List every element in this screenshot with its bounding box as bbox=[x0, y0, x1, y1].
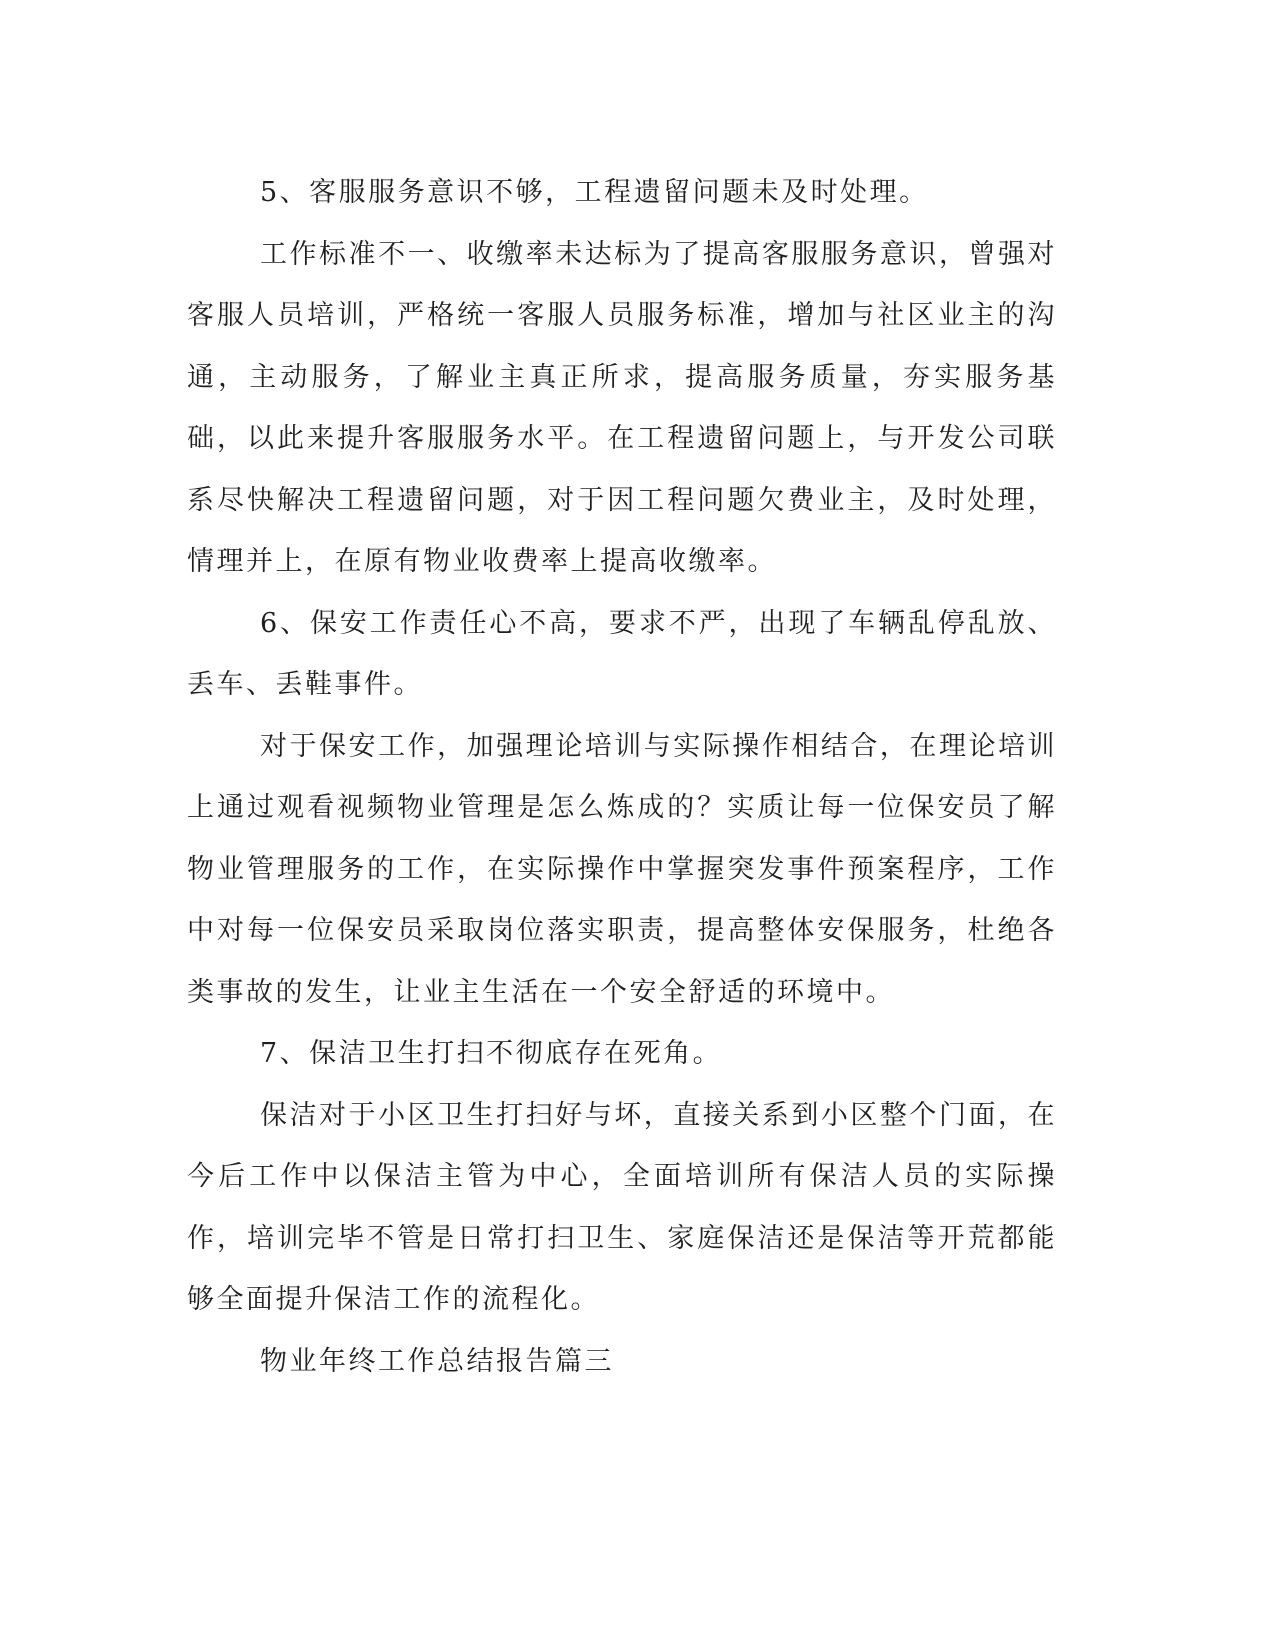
paragraph-cleaning-work: 保洁对于小区卫生打扫好与坏，直接关系到小区整个门面，在今后工作中以保洁主管为中心，全面培训所有保洁人员的实际操作，培训完毕不管是日常打扫卫生、家庭保洁还是保洁等开荒都能够全面提升保洁工作的流程化。 bbox=[187, 1099, 1057, 1315]
section-title-part-three: 物业年终工作总结报告篇三 bbox=[260, 1345, 614, 1377]
paragraph-customer-service: 工作标准不一、收缴率未达标为了提高客服服务意识，曾强对客服人员培训，严格统一客服人员服务标准，增加与社区业主的沟通，主动服务，了解业主真正所求，提高服务质量，夯实服务基础，以此来提升客服服务水平。在工程遗留问题上，与开发公司联系尽快解决工程遗留问题，对于因工程问题欠费业主，及时处理，情理并上，在原有物业收费率上提高收缴率。 bbox=[187, 238, 1057, 577]
paragraph-item-6-heading: 6、保安工作责任心不高，要求不严，出现了车辆乱停乱放、丢车、丢鞋事件。 bbox=[187, 607, 1057, 700]
paragraph-item-5-heading: 5、客服服务意识不够，工程遗留问题未及时处理。 bbox=[260, 177, 929, 208]
paragraph-item-7-heading: 7、保洁卫生打扫不彻底存在死角。 bbox=[260, 1038, 723, 1069]
document-body bbox=[187, 162, 1057, 1392]
paragraph-security-work: 对于保安工作，加强理论培训与实际操作相结合，在理论培训上通过观看视频物业管理是怎么炼成的？实质让每一位保安员了解物业管理服务的工作，在实际操作中掌握突发事件预案程序，工作中对每一位保安员采取岗位落实职责，提高整体安保服务，杜绝各类事故的发生，让业主生活在一个安全舒适的环境中。 bbox=[187, 730, 1057, 1008]
